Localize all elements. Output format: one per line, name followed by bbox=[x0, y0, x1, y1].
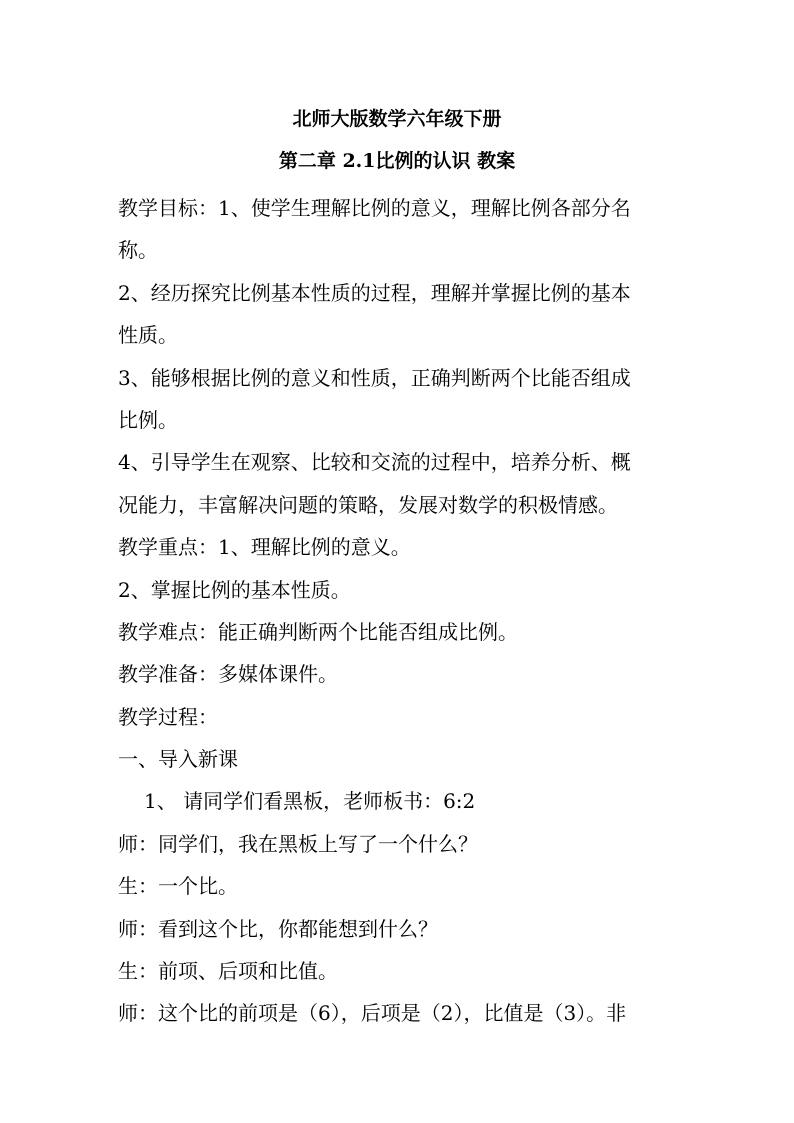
dialogue-line: 生：一个比。 bbox=[118, 874, 238, 899]
dialogue-line: 生：前项、后项和比值。 bbox=[118, 959, 338, 984]
section-1-heading: 一、导入新课 bbox=[118, 747, 238, 772]
document-subtitle: 第二章 2.1比例的认识 教案 bbox=[278, 150, 516, 172]
preparation-line: 教学准备：多媒体课件。 bbox=[118, 662, 338, 687]
goal-2-line-cont: 性质。 bbox=[118, 323, 178, 348]
key-point-2-line: 2、掌握比例的基本性质。 bbox=[118, 577, 351, 602]
goal-4-line-cont: 况能力，丰富解决问题的策略，发展对数学的积极情感。 bbox=[118, 492, 618, 517]
dialogue-line: 师：这个比的前项是（6），后项是（2），比值是（3）。非 bbox=[118, 1001, 627, 1026]
step-1-line: 1、 请同学们看黑板，老师板书：6:2 bbox=[144, 789, 476, 814]
goal-3-line-cont: 比例。 bbox=[118, 407, 178, 432]
dialogue-line: 师：同学们，我在黑板上写了一个什么？ bbox=[118, 831, 478, 856]
goal-2-line: 2、经历探究比例基本性质的过程，理解并掌握比例的基本 bbox=[118, 280, 631, 305]
process-heading: 教学过程： bbox=[118, 704, 218, 729]
goal-3-line: 3、能够根据比例的意义和性质，正确判断两个比能否组成 bbox=[118, 365, 631, 390]
document-body bbox=[118, 187, 666, 1035]
teaching-goals-line: 教学目标：1、使学生理解比例的意义，理解比例各部分名 bbox=[118, 196, 631, 220]
key-points-line: 教学重点：1、理解比例的意义。 bbox=[118, 535, 411, 560]
dialogue-line: 师：看到这个比，你都能想到什么？ bbox=[118, 916, 438, 941]
goal-4-line: 4、引导学生在观察、比较和交流的过程中，培养分析、概 bbox=[118, 450, 631, 475]
teaching-goals-line-cont: 称。 bbox=[118, 238, 158, 263]
difficulty-line: 教学难点：能正确判断两个比能否组成比例。 bbox=[118, 619, 518, 644]
document-title: 北师大版数学六年级下册 bbox=[292, 108, 502, 130]
